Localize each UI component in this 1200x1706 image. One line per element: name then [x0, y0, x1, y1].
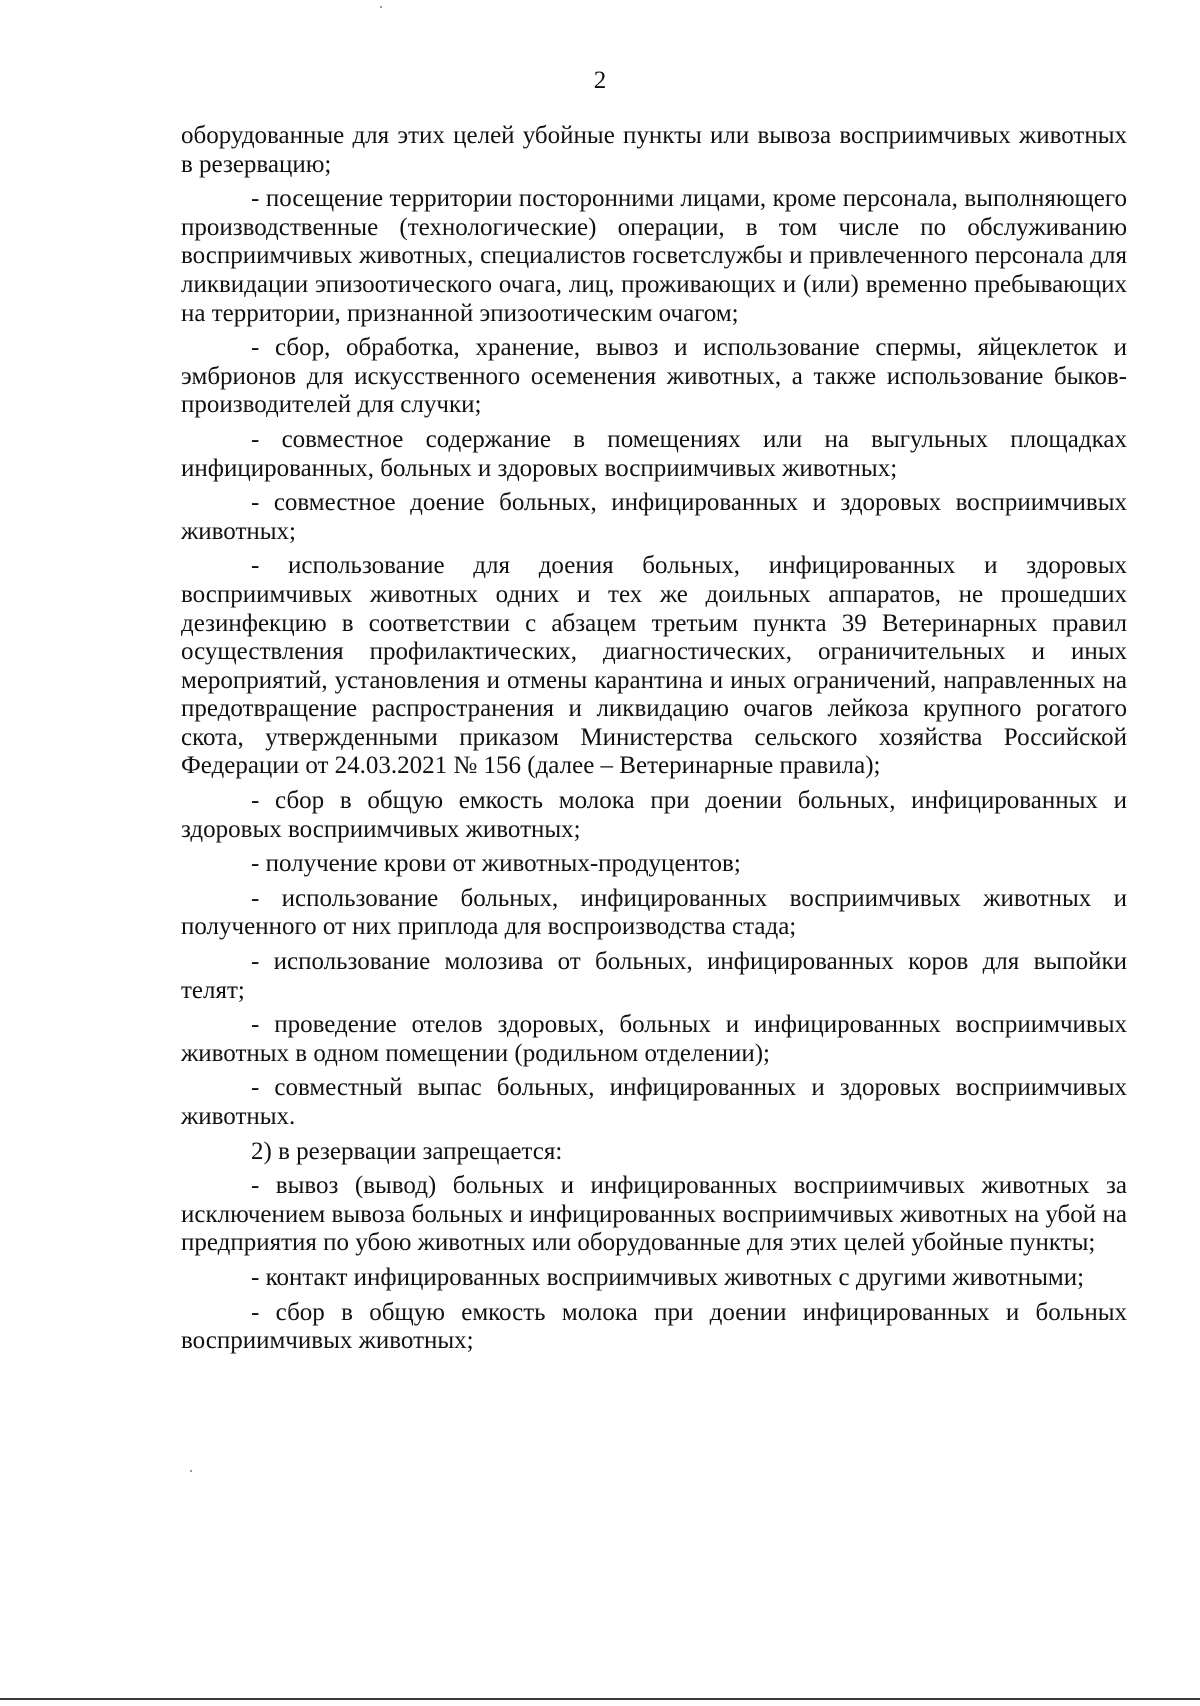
page-number: 2	[593, 67, 607, 94]
paragraph: - получение крови от животных-продуцентов;	[251, 850, 741, 878]
paragraph: - проведение отелов здоровых, больных и инфицированных восприимчивых животных в одном помещении (родильном отделении);	[181, 1011, 1127, 1067]
scan-speck	[380, 6, 382, 8]
scan-edge-line	[0, 1698, 1200, 1700]
paragraph: - использование больных, инфицированных восприимчивых животных и полученного от них приплода для воспроизводства стада;	[181, 884, 1127, 941]
paragraph: - совместное доение больных, инфицированных и здоровых восприимчивых животных;	[181, 489, 1127, 545]
paragraph: - сбор, обработка, хранение, вывоз и использование спермы, яйцеклеток и эмбрионов для искусственного осеменения животных, а также использование быков-производителей для случки;	[181, 334, 1127, 419]
paragraph: оборудованные для этих целей убойные пункты или вывоза восприимчивых животных в резервацию;	[181, 122, 1127, 178]
paragraph: - вывоз (вывод) больных и инфицированных восприимчивых животных за исключением вывоза больных и инфицированных восприимчивых животных на убой на предприятия по убою животных или оборудованные для этих целей убойные пункты;	[181, 1172, 1127, 1257]
paragraph: - использование для доения больных, инфицированных и здоровых восприимчивых животных одних и тех же доильных аппаратов, не прошедших дезинфекцию в соответствии с абзацем третьим пункта 39 Ветеринарных правил осуществления профилактических, диагностических, ограничительных и иных мероприятий, установления и отмены карантина и иных ограничений, направленных на предотвращение распространения и ликвидацию очагов лейкоза крупного рогатого скота, утвержденными приказом Министерства сельского хозяйства Российской Федерации от 24.03.2021 № 156 (далее – Ветеринарные правила);	[181, 552, 1127, 780]
scan-speck	[190, 1470, 192, 1472]
paragraph: 2) в резервации запрещается:	[251, 1137, 563, 1165]
paragraph: - контакт инфицированных восприимчивых животных с другими животными;	[251, 1263, 1085, 1291]
paragraph: - сбор в общую емкость молока при доении инфицированных и больных восприимчивых животных;	[181, 1298, 1127, 1355]
paragraph: - сбор в общую емкость молока при доении больных, инфицированных и здоровых восприимчивых животных;	[181, 787, 1127, 843]
paragraph: - совместное содержание в помещениях или на выгульных площадках инфицированных, больных и здоровых восприимчивых животных;	[181, 425, 1127, 482]
paragraph: - совместный выпас больных, инфицированных и здоровых восприимчивых животных.	[181, 1074, 1127, 1130]
paragraph: - использование молозива от больных, инфицированных коров для выпойки телят;	[181, 948, 1127, 1004]
document-body	[181, 122, 1127, 1356]
paragraph: - посещение территории посторонними лицами, кроме персонала, выполняющего производственные (технологические) операции, в том числе по обслуживанию восприимчивых животных, специалистов госветслужбы и привлеченного персонала для ликвидации эпизоотического очага, лиц, проживающих и (или) временно пребывающих на территории, признанной эпизоотическим очагом;	[181, 185, 1127, 327]
